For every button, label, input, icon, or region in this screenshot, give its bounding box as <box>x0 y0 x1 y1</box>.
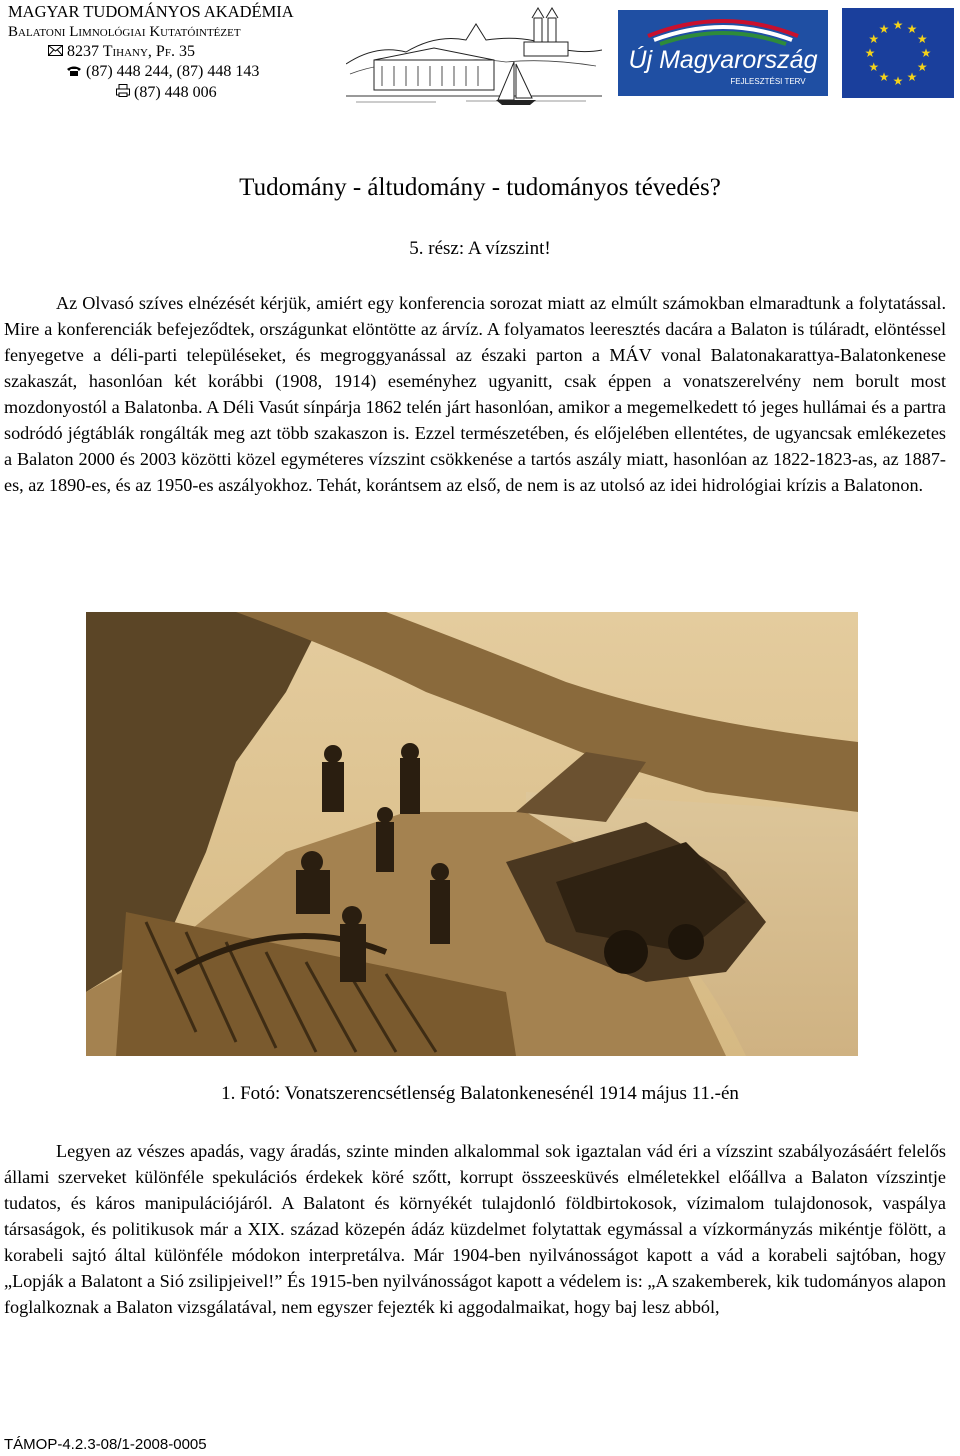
article-subtitle: 5. rész: A vízszint! <box>409 238 551 259</box>
logo-um-sub: FEJLESZTÉSI TERV <box>730 77 806 86</box>
tihany-abbey-sketch <box>346 4 602 108</box>
fax-text: (87) 448 006 <box>134 83 217 101</box>
eu-star-icon: ★ <box>920 46 932 60</box>
eu-star-icon: ★ <box>868 32 880 46</box>
institute-name: Balatoni Limnológiai Kutatóintézet <box>8 24 241 40</box>
uj-magyarorszag-logo <box>618 10 828 96</box>
photo-caption: 1. Fotó: Vonatszerencsétlenség Balatonkenesénél 1914 május 11.-én <box>221 1083 739 1104</box>
intro-paragraph: Az Olvasó szíves elnézését kérjük, amiért egy konferencia sorozat miatt az elmúlt számokban elmaradtunk a folytatással. Mire a konferenciák befejeződtek, országunkat elöntötte az árvíz. A folyamatos leeresztés dacára a Balaton is túláradt, elöntéssel fenyegetve a déli-parti településeket, és megroggyanással az északi parton a MÁV vonal Balatonakarattya-Balatonkenese szakaszát, hasonlóan két korábbi (1908, 1914) eseményhez ugyanitt, csak éppen a vonatszerelvény nem borult most mozdonyostól a Balatonba. A Déli Vasút sínpárja 1862 telén járt hasonlóan, amikor a megemelkedett tó jeges hullámai és a partra sodródó jégtáblák rongálták meg azt több szakaszon is. Ezzel természetében, és előjelében ellentétes, de ugyancsak emlékezetes a Balaton 2000 és 2003 közötti közel egyméteres vízszint csökkenése a tartós aszály miatt, hasonlóan az 1822-1823-as, az 1887-es, az 1890-es, és az 1950-es aszályokhoz. Tehát, korántsem az első, de nem is az utolsó az idei hidrológiai krízis a Balatonon. <box>4 293 946 495</box>
eu-star-icon: ★ <box>906 70 918 85</box>
eu-star-icon: ★ <box>878 70 890 85</box>
letterhead <box>0 0 960 118</box>
article-title: Tudomány - áltudomány - tudományos tévedés? <box>239 174 721 201</box>
body-paragraph: Legyen az vészes apadás, vagy áradás, szinte minden alkalommal sok igaztalan vád éri a vízszint szabályozásáért felelős állami szerveket különféle spekulációs érdekek köré szőtt, korrupt összeesküvés elméletekkel előállva a Balaton vízszintje tudatos, és káros manipulációjáról. A Balatont és környékét tulajdonló földbirtokosok, vízimalom tulajdonosok, vaspálya társaságok, és politikusok már a XIX. század közepén ádáz küzdelmet folytattak egymással a vízkormányzás mikéntje fölött, a korabeli sajtó által különféle módokon interpretálva. Már 1904-ben nyilvánosságot kapott a vád a korabeli sajtóban, hogy „Lopják a Balatont a Sió zsilipjeivel!” És 1915-ben nyilvánosságot kapott a védelem is: „A szakemberek, kik tudományos alapon foglalkoznak a Balaton vizsgálatával, nem egyszer fejezték ki aggodalmaikat, hogy baj lesz abból, <box>4 1141 946 1317</box>
footer-project-code: TÁMOP-4.2.3-08/1-2008-0005 <box>4 1436 207 1453</box>
fax-icon <box>116 83 130 103</box>
logo-um-main: Új Magyarország <box>628 46 818 74</box>
eu-star-icon: ★ <box>916 60 928 74</box>
eu-star-icon: ★ <box>906 21 918 36</box>
phone-text: (87) 448 244, (87) 448 143 <box>86 63 260 81</box>
institute-contact-block <box>8 2 294 103</box>
address-line <box>8 42 294 62</box>
telephone-icon <box>66 63 82 83</box>
org-name: MAGYAR TUDOMÁNYOS AKADÉMIA <box>8 2 294 21</box>
fax-line <box>8 83 294 103</box>
phone-line <box>8 62 294 82</box>
eu-flag-logo <box>842 8 954 98</box>
eu-star-icon: ★ <box>864 46 876 60</box>
eu-star-icon: ★ <box>868 60 880 74</box>
envelope-icon <box>48 42 63 62</box>
eu-star-icon: ★ <box>878 21 890 36</box>
train-accident-photo <box>86 612 858 1056</box>
address-text: 8237 Tihany, Pf. 35 <box>67 43 195 60</box>
eu-star-icon: ★ <box>916 32 928 46</box>
eu-star-icon: ★ <box>892 18 904 32</box>
eu-star-icon: ★ <box>892 74 904 88</box>
